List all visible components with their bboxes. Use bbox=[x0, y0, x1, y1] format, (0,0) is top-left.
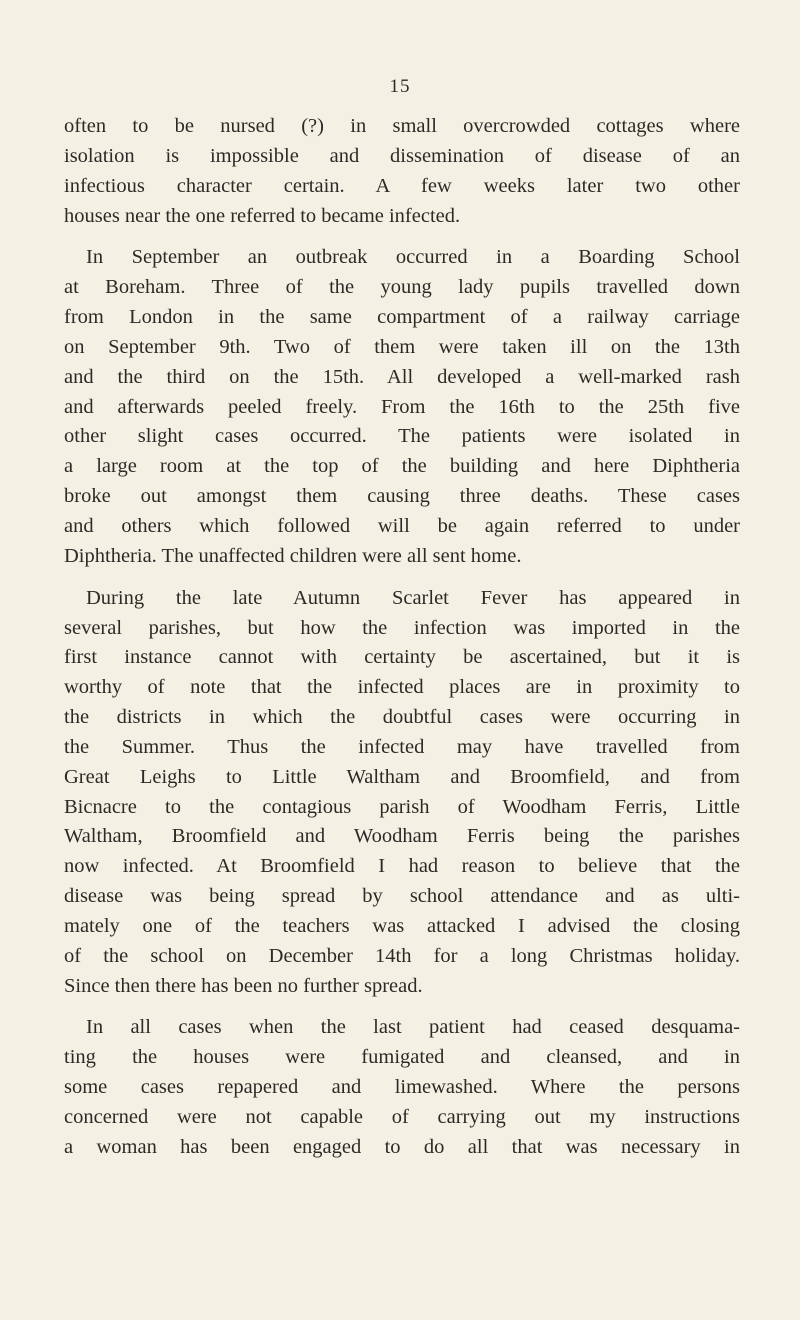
paragraph-2 bbox=[64, 243, 740, 571]
text-line: disease was being spread by school attendance and as ulti- bbox=[64, 885, 740, 908]
text-line: several parishes, but how the infection was imported in the bbox=[64, 616, 740, 639]
text-line: Bicnacre to the contagious parish of Woodham Ferris, Little bbox=[64, 795, 740, 818]
text-line: broke out amongst them causing three deaths. These cases bbox=[64, 485, 740, 508]
text-line: and the third on the 15th. All developed a well-marked rash bbox=[64, 365, 740, 388]
text-line: Waltham, Broomfield and Woodham Ferris being the parishes bbox=[64, 825, 740, 848]
text-line: Since then there has been no further spread. bbox=[64, 974, 423, 997]
text-line: isolation is impossible and dissemination of disease of an bbox=[64, 144, 740, 167]
text-line: at Boreham. Three of the young lady pupils travelled down bbox=[64, 276, 740, 299]
text-line: of the school on December 14th for a long Christmas holiday. bbox=[64, 944, 740, 967]
body-text bbox=[64, 112, 740, 1163]
text-line: houses near the one referred to became infected. bbox=[64, 204, 461, 227]
text-line: ting the houses were fumigated and cleansed, and in bbox=[64, 1046, 740, 1069]
text-line: the districts in which the doubtful cases were occurring in bbox=[64, 706, 740, 729]
page-number: 15 bbox=[389, 76, 411, 97]
text-line: In September an outbreak occurred in a Boarding School bbox=[86, 246, 740, 269]
text-line: on September 9th. Two of them were taken ill on the 13th bbox=[64, 335, 740, 358]
text-line: and afterwards peeled freely. From the 16th to the 25th five bbox=[64, 395, 740, 418]
paragraph-4 bbox=[64, 1013, 740, 1162]
text-line: some cases repapered and limewashed. Where the persons bbox=[64, 1076, 740, 1099]
text-line: now infected. At Broomfield I had reason to believe that the bbox=[64, 855, 740, 878]
text-line: and others which followed will be again referred to under bbox=[64, 514, 740, 537]
text-line: Diphtheria. The unaffected children were all sent home. bbox=[64, 544, 522, 567]
text-line: concerned were not capable of carrying out my instructions bbox=[64, 1106, 740, 1128]
text-line: from London in the same compartment of a railway carriage bbox=[64, 306, 740, 329]
text-line: the Summer. Thus the infected may have travelled from bbox=[64, 735, 740, 758]
text-line: In all cases when the last patient had ceased desquama- bbox=[86, 1016, 740, 1039]
text-line: During the late Autumn Scarlet Fever has appeared in bbox=[86, 586, 740, 609]
paragraph-1 bbox=[64, 112, 740, 231]
text-line: worthy of note that the infected places are in proximity to bbox=[64, 676, 740, 699]
text-line: first instance cannot with certainty be ascertained, but it is bbox=[64, 646, 740, 669]
paragraph-3 bbox=[64, 584, 740, 1002]
text-line: a large room at the top of the building and here Diphtheria bbox=[64, 455, 740, 478]
text-line: other slight cases occurred. The patients were isolated in bbox=[64, 425, 740, 448]
text-line: often to be nursed (?) in small overcrowded cottages where bbox=[64, 115, 740, 137]
text-line: infectious character certain. A few weeks later two other bbox=[64, 174, 740, 197]
text-line: Great Leighs to Little Waltham and Broomfield, and from bbox=[64, 765, 740, 788]
text-line: mately one of the teachers was attacked I advised the closing bbox=[64, 914, 740, 937]
text-line: a woman has been engaged to do all that was necessary in bbox=[64, 1135, 740, 1158]
